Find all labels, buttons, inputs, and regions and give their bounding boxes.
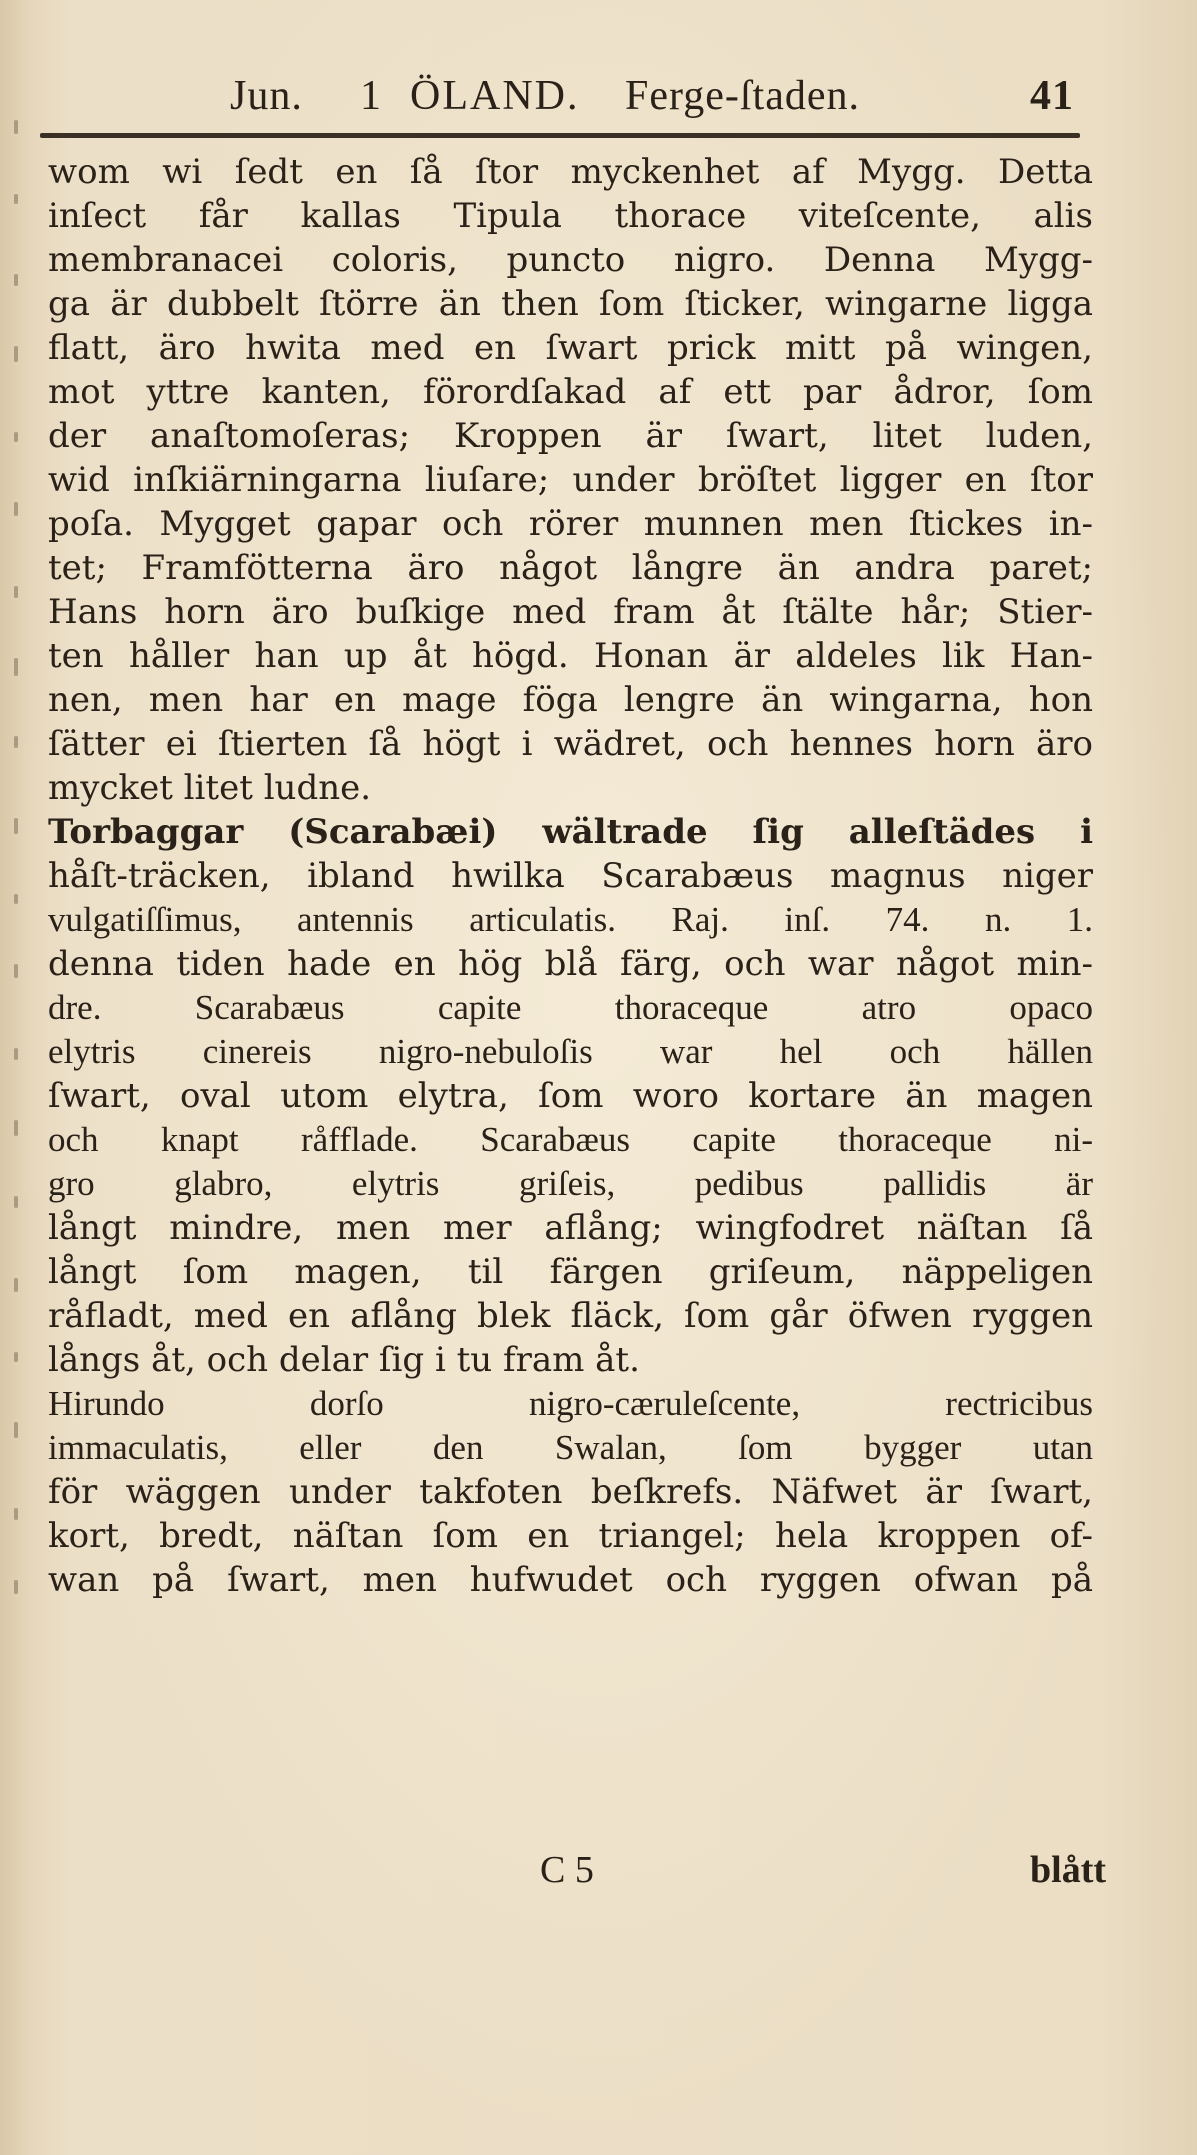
text-line: ſwart, oval utom elytra, ſom woro kortare än magen — [48, 1076, 1093, 1116]
text-line: Hirundo dorſo nigro-cæruleſcente, rectricibus — [48, 1384, 1093, 1423]
text-line: råfladt, med en aflång blek fläck, ſom går öfwen ryggen — [48, 1296, 1093, 1336]
text-line: mot yttre kanten, förordſakad af ett par ådror, ſom — [48, 372, 1093, 412]
text-line: mycket litet ludne. — [48, 768, 372, 808]
signature-mark: C 5 — [540, 1849, 594, 1891]
text-line: dre. Scarabæus capite thoraceque atro opaco — [48, 988, 1093, 1027]
catchword: blått — [1030, 1849, 1106, 1891]
text-line: wid inſkiärningarna liuſare; under bröſtet ligger en ſtor — [48, 460, 1093, 500]
text-line: Torbaggar (Scarabæi) wältrade ſig alleſtädes i — [48, 812, 1093, 852]
text-line: elytris cinereis nigro-nebuloſis war hel och hällen — [48, 1032, 1093, 1071]
text-line: håſt-träcken, ibland hwilka Scarabæus magnus niger — [48, 856, 1093, 896]
text-line: immaculatis, eller den Swalan, ſom bygger utan — [48, 1428, 1093, 1467]
gutter-show-through — [6, 120, 28, 1900]
text-line: inſect får kallas Tipula thorace viteſcente, alis — [48, 196, 1093, 236]
text-line: ten håller han up åt högd. Honan är aldeles lik Han- — [48, 636, 1093, 676]
text-line: vulgatiſſimus, antennis articulatis. Raj. inſ. 74. n. 1. — [48, 900, 1093, 939]
text-line: långs åt, och delar ſig i tu fram åt. — [48, 1340, 640, 1380]
text-line: ſätter ei ſtierten ſå högt i wädret, och hennes horn äro — [48, 724, 1093, 764]
text-line: poſa. Mygget gapar och rörer munnen men ſtickes in- — [48, 504, 1093, 544]
header-subtitle: Ferge-ſtaden. — [625, 73, 860, 119]
header-rule — [40, 133, 1080, 138]
text-line: der anaſtomoſeras; Kroppen är ſwart, litet luden, — [48, 416, 1093, 456]
text-line: och knapt råfflade. Scarabæus capite thoraceque ni- — [48, 1120, 1093, 1159]
header-place: ÖLAND. — [410, 73, 580, 119]
header-month: Jun. — [230, 73, 303, 119]
text-line: denna tiden hade en hög blå färg, och war något min- — [48, 944, 1093, 984]
body-text — [48, 150, 1093, 1602]
text-line: Hans horn äro buſkige med fram åt ſtälte hår; Stier- — [48, 592, 1093, 632]
text-line: kort, bredt, näſtan ſom en triangel; hela kroppen of- — [48, 1516, 1093, 1556]
text-line: membranacei coloris, puncto nigro. Denna Mygg- — [48, 240, 1093, 280]
page-number: 41 — [1030, 73, 1074, 119]
text-line: ga är dubbelt ſtörre än then ſom ſticker, wingarne ligga — [48, 284, 1093, 324]
page-footer — [0, 1845, 1197, 1895]
text-line: wan på ſwart, men hufwudet och ryggen ofwan på — [48, 1560, 1093, 1600]
text-line: nen, men har en mage föga lengre än wingarna, hon — [48, 680, 1093, 720]
text-line: för wäggen under takfoten beſkrefs. Näfwet är ſwart, — [48, 1472, 1093, 1512]
text-line: wom wi ſedt en ſå ſtor myckenhet af Mygg. Detta — [48, 152, 1093, 192]
text-line: gro glabro, elytris griſeis, pedibus pallidis är — [48, 1164, 1093, 1203]
text-line: flatt, äro hwita med en ſwart prick mitt på wingen, — [48, 328, 1093, 368]
text-line: långt ſom magen, til färgen griſeum, näppeligen — [48, 1252, 1093, 1292]
running-header — [230, 66, 1090, 126]
text-line: långt mindre, men mer aflång; wingfodret näſtan ſå — [48, 1208, 1093, 1248]
header-day: 1 — [360, 73, 382, 119]
text-line: tet; Framfötterna äro något långre än andra paret; — [48, 548, 1093, 588]
